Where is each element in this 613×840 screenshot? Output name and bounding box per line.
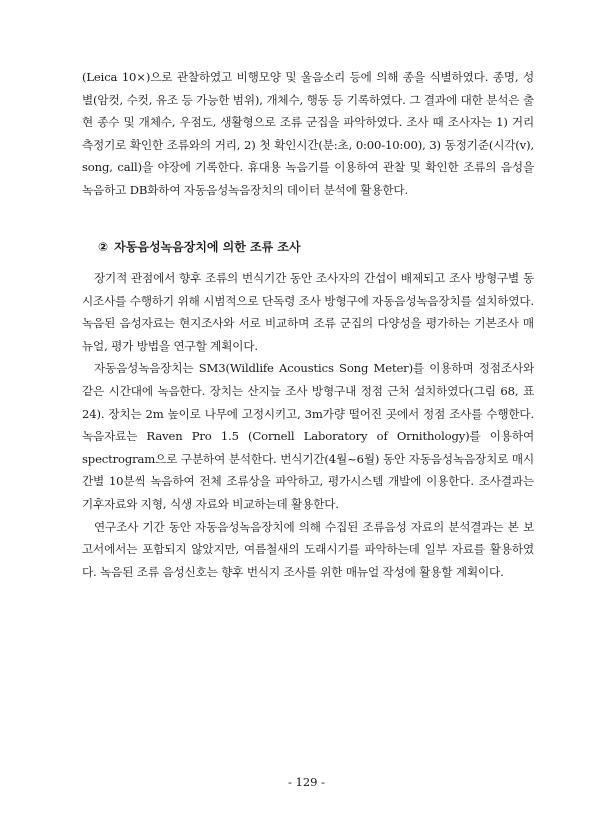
intro-paragraph: (Leica 10×)으로 관찰하였고 비행모양 및 울음소리 등에 의해 종을 식별하였다. 종명, 성별(암컷, 수컷, 유조 등 가능한 범위), 개체수, 행동 등 기록하였다. 그 결과에 대한 분석은 출현 종수 및 개체수, 우점도, 생활형으로 조류 군집을 파악하였다. 조사 때 조사자는 1) 거리측정기로 확인한 조류와의 거리, 2) 첫 확인시간(분:초, 0:00-10:00), 3) 동정기준(시각(v), song, call)을 야장에 기록한다. 휴대용 녹음기를 이용하여 관찰 및 확인한 조류의 음성을 녹음하고 DB화하여 자동음성녹음장치의 데이터 분석에 활용한다. xyxy=(82,70,534,197)
section-heading xyxy=(98,237,518,257)
paragraph-2: 자동음성녹음장치는 SM3(Wildlife Acoustics Song Meter)를 이용하며 정점조사와 같은 시간대에 녹음한다. 장치는 산지늪 조사 방형구내 정점 근처 설치하였다(그림 68, 표 24). 장치는 2m 높이로 나무에 고정시키고, 3m가량 떨어진 곳에서 정점 조사를 수행한다. 녹음자료는 Raven Pro 1.5 (Cornell Laboratory of Ornithology)를 이용하여 spectrogram으로 구분하여 분석한다. 번식기간(4월~6월) 동안 자동음성녹음장치로 매시간별 10분씩 녹음하여 전체 조류상을 파악하고, 평가시스템 개발에 이용한다. 조사결과는 기후자료와 지형, 식생 자료와 비교하는데 활용한다. xyxy=(82,361,534,511)
section-number: ② xyxy=(98,240,109,254)
intro-text-block xyxy=(82,66,534,202)
page-number: - 129 - xyxy=(287,775,326,789)
body-text-block xyxy=(82,267,534,583)
section-title: 자동음성녹음장치에 의한 조류 조사 xyxy=(114,240,301,254)
paragraph-1: 장기적 관점에서 향후 조류의 번식기간 동안 조사자의 간섭이 배제되고 조사 방형구별 동시조사를 수행하기 위해 시범적으로 단독령 조사 방형구에 자동음성녹음장치를 설치하였다. 녹음된 음성자료는 현지조사와 서로 비교하며 조류 군집의 다양성을 평가하는 기본조사 매뉴얼, 평가 방법을 연구할 계획이다. xyxy=(82,271,534,353)
paragraph-3: 연구조사 기간 동안 자동음성녹음장치에 의해 수집된 조류음성 자료의 분석결과는 본 보고서에서는 포함되지 않았지만, 여름철새의 도래시기를 파악하는데 일부 자료를 활용하였다. 녹음된 조류 음성신호는 향후 번식지 조사를 위한 매뉴얼 작성에 활용할 계획이다. xyxy=(82,519,534,579)
